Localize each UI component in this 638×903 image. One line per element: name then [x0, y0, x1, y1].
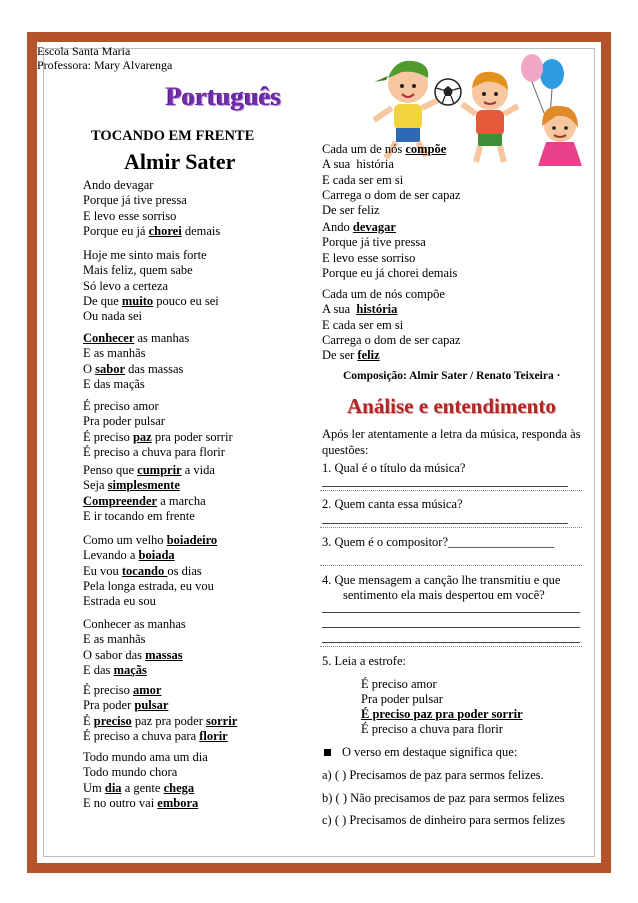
answer-line-4c[interactable]: [322, 642, 580, 643]
quoted-line-1: É preciso amor: [361, 677, 437, 691]
page-title: Português: [166, 82, 282, 111]
song-artist: Almir Sater: [124, 149, 236, 174]
lyric-line: De que muito pouco eu sei: [83, 293, 219, 308]
lyric-line: De ser feliz: [322, 203, 380, 218]
lyric-line: Pra poder pulsar: [83, 414, 165, 429]
girl-figure: [538, 106, 582, 166]
lyric-line: Eu vou tocando os dias: [83, 563, 202, 578]
lyric-stanza: [83, 331, 189, 392]
lyric-stanza: [83, 617, 186, 678]
lyric-stanza: [322, 287, 460, 363]
lyric-line: E das maçãs: [83, 662, 147, 677]
lyric-line: Porque já tive pressa: [83, 193, 187, 208]
quoted-line-3-highlighted: É preciso paz pra poder sorrir: [361, 707, 523, 721]
lyric-line: Ando devagar: [322, 220, 396, 234]
lyric-line: A sua história: [322, 302, 398, 317]
composition-credit: Composição: Almir Sater / Renato Teixeira ·: [343, 370, 561, 382]
lyric-line: Penso que cumprir a vida: [83, 463, 215, 477]
lyric-line: O sabor das massas: [83, 647, 183, 662]
lyric-line: Ou nada sei: [83, 309, 143, 324]
lyric-line: Todo mundo ama um dia: [83, 750, 208, 764]
quoted-line-2: Pra poder pulsar: [361, 692, 443, 706]
lyric-stanza: [83, 750, 208, 811]
boy-figure: [462, 72, 518, 162]
lyric-stanza: [322, 142, 460, 218]
lyric-line: Levando a boiada: [83, 548, 175, 563]
lyric-stanza: [83, 533, 217, 609]
lyric-line: De ser feliz: [322, 348, 380, 363]
lyric-line: O sabor das massas: [83, 361, 184, 376]
lyric-line: E ir tocando em frente: [83, 508, 195, 523]
lyric-line: Pra poder pulsar: [83, 698, 169, 713]
lyric-line: Porque eu já chorei demais: [83, 223, 221, 238]
question-4-line-2: sentimento ela mais despertou em você?: [343, 588, 545, 602]
divider: [320, 565, 582, 566]
lyric-line: É preciso paz pra poder sorrir: [83, 713, 238, 728]
lyric-line: E levo esse sorriso: [83, 208, 177, 223]
question-1: 1. Qual é o título da música?: [322, 461, 466, 475]
answer-line-4a[interactable]: [322, 612, 580, 613]
teacher-name: Professora: Mary Alvarenga: [37, 58, 173, 72]
lyric-line: E no outro vai embora: [83, 795, 199, 810]
lyric-stanza: [83, 178, 220, 239]
question-5: 5. Leia a estrofe:: [322, 654, 406, 668]
lyric-line: Estrada eu sou: [83, 594, 156, 609]
instructions: Após ler atentamente a letra da música, responda às questões:: [322, 427, 581, 457]
lyric-stanza: [83, 463, 215, 524]
lyric-line: E cada ser em si: [322, 317, 404, 332]
option-a[interactable]: a) ( ) Precisamos de paz para sermos felizes.: [322, 768, 544, 782]
bullet-icon: [324, 749, 331, 756]
lyric-line: Mais feliz, quem sabe: [83, 263, 193, 278]
lyric-line: Todo mundo chora: [83, 765, 178, 780]
lyric-line: E levo esse sorriso: [322, 250, 416, 265]
lyric-line: E as manhãs: [83, 632, 146, 647]
lyric-line: Cada um de nós compõe: [322, 287, 445, 301]
lyric-line: Carrega o dom de ser capaz: [322, 332, 461, 347]
lyric-line: E das maçãs: [83, 376, 145, 391]
lyric-line: É preciso paz pra poder sorrir: [83, 429, 233, 444]
lyric-line: Porque já tive pressa: [322, 235, 426, 250]
question-2: 2. Quem canta essa música?: [322, 497, 463, 511]
lyric-line: Um dia a gente chega: [83, 780, 195, 795]
bullet-question: O verso em destaque significa que:: [342, 745, 518, 759]
answer-line-2[interactable]: [322, 523, 568, 524]
lyric-line: Carrega o dom de ser capaz: [322, 187, 461, 202]
lyric-line: Ando devagar: [83, 178, 154, 192]
lyric-line: Só levo a certeza: [83, 278, 169, 293]
option-c[interactable]: c) ( ) Precisamos de dinheiro para sermos felizes: [322, 813, 565, 827]
lyric-line: É preciso amor: [83, 399, 159, 413]
lyric-line: Pela longa estrada, eu vou: [83, 578, 214, 593]
lyric-line: É preciso amor: [83, 683, 162, 697]
lyric-line: Compreender a marcha: [83, 493, 206, 508]
song-title: TOCANDO EM FRENTE: [91, 128, 255, 144]
lyric-stanza: [83, 683, 237, 744]
divider: [320, 490, 582, 491]
lyric-line: Hoje me sinto mais forte: [83, 248, 207, 262]
divider: [320, 527, 582, 528]
lyric-line: E cada ser em si: [322, 172, 404, 187]
lyric-line: E as manhãs: [83, 346, 146, 361]
answer-line-4b[interactable]: [322, 627, 580, 628]
lyric-line: Como um velho boiadeiro: [83, 533, 218, 547]
school-name: Escola Santa Maria: [37, 44, 131, 58]
lyric-line: Porque eu já chorei demais: [322, 265, 458, 280]
option-b[interactable]: b) ( ) Não precisamos de paz para sermos felizes: [322, 791, 565, 805]
lyric-line: É preciso a chuva para florir: [83, 444, 225, 459]
lyric-line: Conhecer as manhas: [83, 331, 190, 345]
lyric-line: É preciso a chuva para florir: [83, 728, 228, 743]
soccer-ball: [435, 79, 461, 105]
divider: [320, 646, 582, 647]
quoted-line-4: É preciso a chuva para florir: [361, 722, 503, 736]
question-4-line-1: 4. Que mensagem a canção lhe transmitiu e que: [322, 573, 561, 587]
analysis-title: Análise e entendimento: [347, 394, 556, 418]
lyric-stanza: [83, 248, 219, 324]
lyric-line: Cada um de nós compõe: [322, 142, 447, 156]
lyric-line: Seja simplesmente: [83, 478, 180, 493]
lyric-stanza: [322, 220, 457, 281]
lyric-line: A sua história: [322, 157, 394, 172]
lyric-line: Conhecer as manhas: [83, 617, 186, 631]
lyric-stanza: [83, 399, 233, 460]
question-3: 3. Quem é o compositor?_________________: [322, 535, 555, 549]
answer-line-1[interactable]: [322, 486, 568, 487]
